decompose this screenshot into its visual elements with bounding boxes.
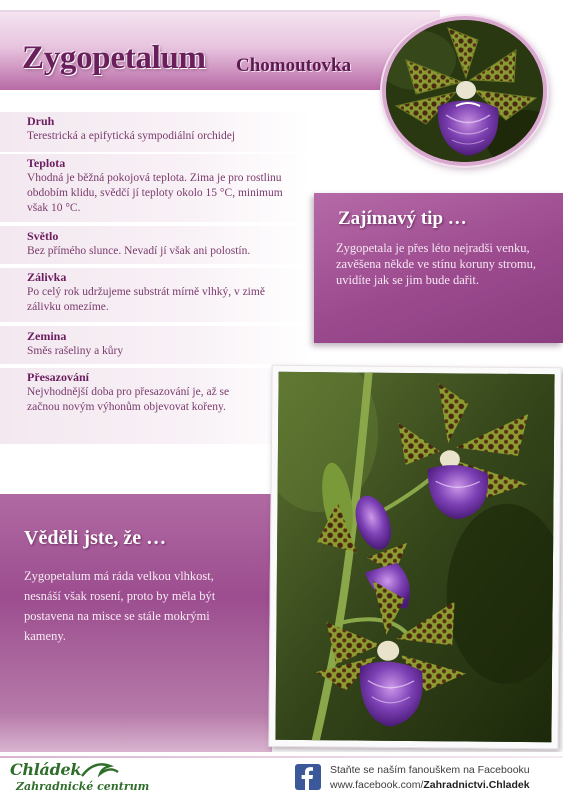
- tip-text: Zygopetala je přes léto nejradši venku, zavěšena někde ve stínu koruny stromu, uvidíte jak se jim bude dařit.: [336, 241, 536, 287]
- tip-box: [314, 193, 563, 343]
- orchid-circle-photo: [382, 16, 547, 166]
- page-subtitle: Chomoutovka: [236, 55, 352, 76]
- info-text: Nejvhodnější doba pro přesazování je, až se začnou novým výhonům objevovat kořeny.: [27, 386, 230, 413]
- did-you-know-text: Zygopetalum má ráda velkou vlhkost, nesnáší však rosení, proto by měla být postavena na misce se stále mokrými kameny.: [24, 569, 216, 643]
- orchid-flower-illustration: [386, 20, 547, 166]
- did-you-know-panel: [0, 494, 272, 752]
- info-label: Přesazování: [27, 370, 89, 384]
- info-label: Zálivka: [27, 270, 67, 284]
- page-title: Zygopetalum: [22, 40, 206, 76]
- info-label: Zemina: [27, 329, 67, 343]
- info-teplota: [27, 156, 302, 216]
- info-text: Bez přímého slunce. Nevadí jí však ani polostín.: [27, 245, 251, 257]
- info-zemina: [27, 329, 312, 359]
- facebook-link-prefix: www.facebook.com/: [330, 779, 424, 791]
- facebook-link-page: Zahradnictvi.Chladek: [423, 779, 530, 791]
- footer: [0, 752, 563, 800]
- info-presazovani: [27, 370, 242, 415]
- orchid-stem-illustration: [275, 372, 554, 742]
- info-druh: [27, 114, 312, 144]
- facebook-invite-text: Staňte se naším fanouškem na Facebooku: [330, 764, 530, 776]
- info-label: Světlo: [27, 229, 59, 243]
- tip-title: Zajímavý tip …: [338, 208, 467, 229]
- logo-subtitle: Zahradnické centrum: [16, 780, 150, 793]
- info-text: Vhodná je běžná pokojová teplota. Zima je pro rostlinu obdobím klidu, svědčí jí teploty okolo 15 °C, minimum však 10 °C.: [27, 172, 283, 214]
- logo-swoosh-icon: [80, 758, 120, 780]
- facebook-link[interactable]: [330, 779, 530, 791]
- info-svetlo: [27, 229, 312, 259]
- orchid-photo: [268, 365, 561, 750]
- info-label: Teplota: [27, 156, 66, 170]
- facebook-icon[interactable]: [295, 764, 321, 790]
- info-label: Druh: [27, 114, 55, 128]
- info-text: Po celý rok udržujeme substrát mírně vlhký, v zimě zálivku omezíme.: [27, 286, 265, 313]
- did-you-know-title: Věděli jste, že …: [24, 527, 167, 549]
- info-text: Terestrická a epifytická sympodiální orchidej: [27, 130, 236, 142]
- orchid-photo-image: [275, 372, 554, 742]
- header-banner: [0, 10, 440, 90]
- info-text: Směs rašeliny a kůry: [27, 345, 124, 357]
- info-zalivka: [27, 270, 297, 315]
- logo-name: Chládek: [10, 760, 82, 779]
